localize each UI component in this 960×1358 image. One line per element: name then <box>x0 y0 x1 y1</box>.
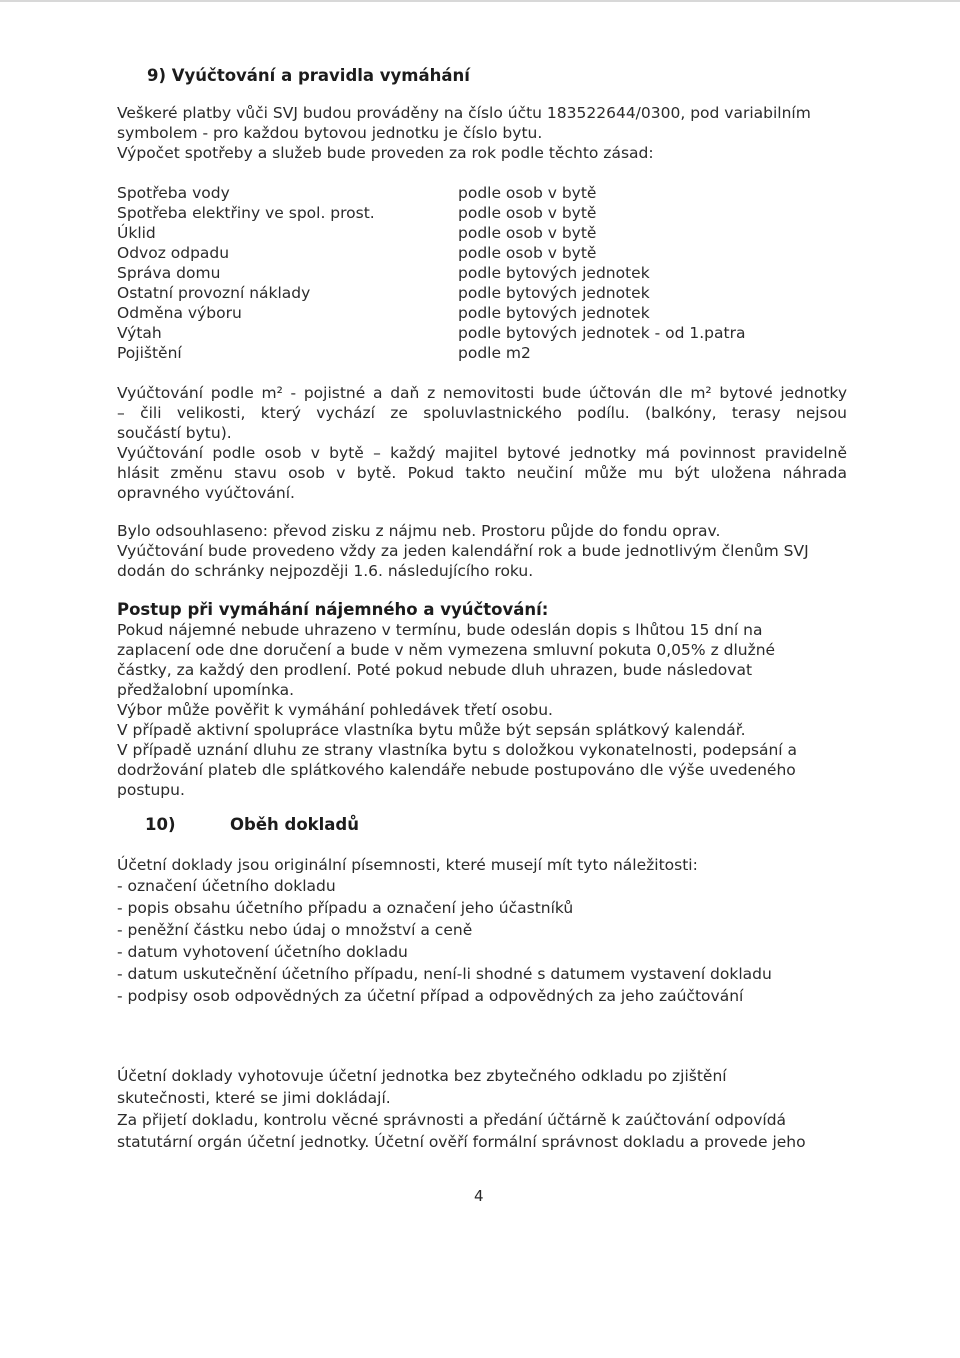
paragraph-line: součástí bytu). <box>117 424 232 442</box>
paragraph-line: – čili velikosti, který vychází ze spoluvlastnického podílu. (balkóny, terasy nejsou <box>117 404 847 422</box>
rule-basis: podle osob v bytě <box>458 184 597 202</box>
rule-basis: podle osob v bytě <box>458 244 597 262</box>
rule-basis: podle bytových jednotek <box>458 264 650 282</box>
list-item: - popis obsahu účetního případu a označení jeho účastníků <box>117 899 574 917</box>
paragraph-line: statutární orgán účetní jednotky. Účetní ověří formální správnost dokladu a provede jeho <box>117 1133 806 1151</box>
rule-item: Výtah <box>117 324 162 342</box>
paragraph-line: skutečnosti, které se jimi dokládají. <box>117 1089 391 1107</box>
rule-basis: podle m2 <box>458 344 531 362</box>
list-item: - peněžní částku nebo údaj o množství a ceně <box>117 921 473 939</box>
paragraph-line: opravného vyúčtování. <box>117 484 295 502</box>
section-10-number: 10) <box>145 815 176 834</box>
rule-basis: podle osob v bytě <box>458 204 597 222</box>
procedure-line: dodržování plateb dle splátkového kalendáře nebude postupováno dle výše uvedeného <box>117 761 796 779</box>
rule-item: Spotřeba elektřiny ve spol. prost. <box>117 204 375 222</box>
rule-item: Odměna výboru <box>117 304 242 322</box>
paragraph-line: hlásit změnu stavu osob v bytě. Pokud takto neučiní může mu být uložena náhrada <box>117 464 847 482</box>
paragraph-line: symbolem - pro každou bytovou jednotku je číslo bytu. <box>117 124 543 142</box>
procedure-line: zaplacení ode dne doručení a bude v něm vymezena smluvní pokuta 0,05% z dlužné <box>117 641 776 659</box>
list-item: - podpisy osob odpovědných za účetní případ a odpovědných za jeho zaúčtování <box>117 987 744 1005</box>
scan-edge <box>0 0 960 2</box>
section-10-title: Oběh dokladů <box>230 815 359 834</box>
procedure-line: předžalobní upomínka. <box>117 681 295 699</box>
list-item: - datum vyhotovení účetního dokladu <box>117 943 408 961</box>
paragraph-line: Účetní doklady jsou originální písemnosti, které musejí mít tyto náležitosti: <box>117 856 698 874</box>
procedure-line: Pokud nájemné nebude uhrazeno v termínu, bude odeslán dopis s lhůtou 15 dní na <box>117 621 763 639</box>
rule-basis: podle osob v bytě <box>458 224 597 242</box>
rule-item: Spotřeba vody <box>117 184 230 202</box>
procedure-line: V případě aktivní spolupráce vlastníka bytu může být sepsán splátkový kalendář. <box>117 721 746 739</box>
paragraph-line: Vyúčtování podle osob v bytě – každý majitel bytové jednotky má povinnost pravidelně <box>117 444 847 462</box>
rule-item: Pojištění <box>117 344 182 362</box>
paragraph-line: Vyúčtování bude provedeno vždy za jeden kalendářní rok a bude jednotlivým členům SVJ <box>117 542 809 560</box>
rule-item: Úklid <box>117 224 156 242</box>
paragraph-line: Účetní doklady vyhotovuje účetní jednotka bez zbytečného odkladu po zjištění <box>117 1067 727 1085</box>
paragraph-line: Výpočet spotřeby a služeb bude proveden za rok podle těchto zásad: <box>117 144 654 162</box>
rule-item: Odvoz odpadu <box>117 244 230 262</box>
paragraph-line: Veškeré platby vůči SVJ budou prováděny na číslo účtu 183522644/0300, pod variabilním <box>117 104 811 122</box>
paragraph-line: Bylo odsouhlaseno: převod zisku z nájmu neb. Prostoru půjde do fondu oprav. <box>117 522 721 540</box>
paragraph-line: dodán do schránky nejpozději 1.6. následujícího roku. <box>117 562 534 580</box>
page-number: 4 <box>474 1187 484 1205</box>
list-item: - označení účetního dokladu <box>117 877 336 895</box>
rule-basis: podle bytových jednotek <box>458 304 650 322</box>
procedure-line: částky, za každý den prodlení. Poté pokud nebude dluh uhrazen, bude následovat <box>117 661 753 679</box>
rule-item: Ostatní provozní náklady <box>117 284 311 302</box>
procedure-line: Výbor může pověřit k vymáhání pohledávek třetí osobu. <box>117 701 553 719</box>
paragraph-line: Za přijetí dokladu, kontrolu věcné správnosti a předání účtárně k zaúčtování odpovídá <box>117 1111 787 1129</box>
rule-item: Správa domu <box>117 264 221 282</box>
procedure-line: postupu. <box>117 781 185 799</box>
rule-basis: podle bytových jednotek <box>458 284 650 302</box>
list-item: - datum uskutečnění účetního případu, není-li shodné s datumem vystavení dokladu <box>117 965 772 983</box>
section-9-heading: 9) Vyúčtování a pravidla vymáhání <box>147 66 470 85</box>
paragraph-line: Vyúčtování podle m² - pojistné a daň z nemovitosti bude účtován dle m² bytové jednotky <box>117 384 847 402</box>
rule-basis: podle bytových jednotek - od 1.patra <box>458 324 746 342</box>
procedure-line: V případě uznání dluhu ze strany vlastníka bytu s doložkou vykonatelnosti, podepsání a <box>117 741 798 759</box>
procedure-heading: Postup při vymáhání nájemného a vyúčtování: <box>117 600 549 619</box>
